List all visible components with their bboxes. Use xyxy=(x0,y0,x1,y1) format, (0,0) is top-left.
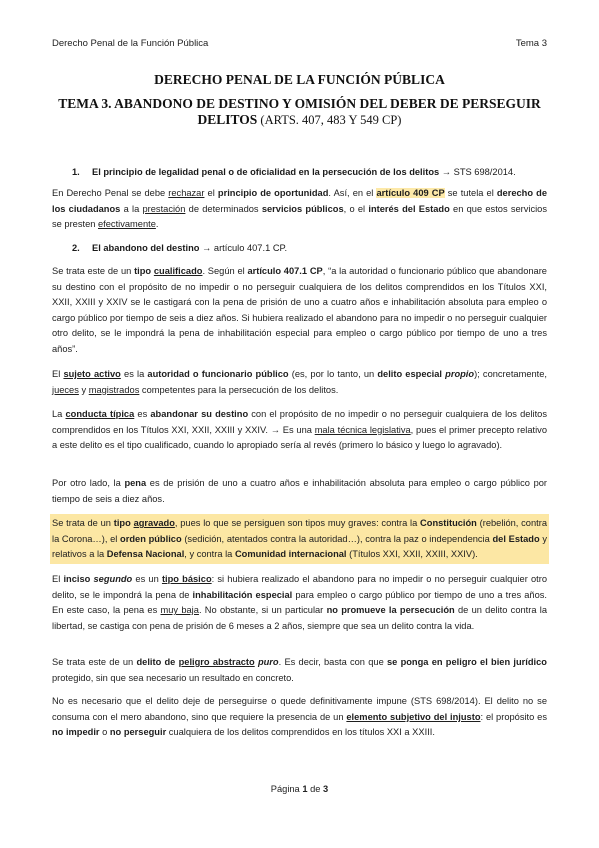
paragraph-9: No es necesario que el delito deje de perseguirse o quede definitivamente impune (STS 698/2014). El delito no se consuma con el mero abandono, sino que requiere la presencia de un elemento subjetivo del injusto: el propósito es no impedir o no perseguir cualquiera de los delitos comprendidos en los títulos XXI a XXIII. xyxy=(52,696,547,738)
header-chapter: Tema 3 xyxy=(515,38,547,49)
section-heading-2: 2. El abandono del destino → artículo 407.1 CP. xyxy=(72,243,288,253)
paragraph-5: Por otro lado, la pena es de prisión de uno a cuatro años e inhabilitación absoluta para empleo o cargo público por tiempo de seis a diez años. xyxy=(52,478,548,504)
paragraph-3: El sujeto activo es la autoridad o funcionario público (es, por lo tanto, un delito especial propio); concretamente, jueces y magistrados competentes para la persecución de los delitos. xyxy=(52,369,547,395)
page-header xyxy=(52,38,547,52)
paragraph-4: La conducta típica es abandonar su destino con el propósito de no impedir o no perseguir cualquiera de los delitos comprendidos en los Títulos XXI, XXII, XXIII y XXIV. → Es una mala técnica legislativa, pues el primer precepto relativo a este delito es el tipo cualificado, cuando lo apropiado sería al revés (primero lo básico y luego lo agravado). xyxy=(52,409,547,451)
paragraph-7: El inciso segundo es un tipo básico: si hubiera realizado el abandono para no impedir o no perseguir cualquier otro delito, se le impondrá la pena de inhabilitación especial para empleo o cargo público por tiempo de uno a tres años. En este caso, la pena es muy baja. No obstante, si un particular no promueve la persecución de un delito contra la libertad, se castiga con pena de prisión de 6 meses a 2 años, siempre que sea un delito contra la vida. xyxy=(52,574,548,631)
paragraph-6: Se trata de un tipo agravado, pues lo que se persiguen son tipos muy graves: contra la Constitución (rebelión, contra la Corona…), el orden público (sedición, atentados contra la autoridad…), contra la paz o independencia del Estado y relativos a la Defensa Nacional, y contra la Comunidad internacional (Títulos XXI, XXII, XXIII, XXIV). xyxy=(52,518,547,560)
document-title: DERECHO PENAL DE LA FUNCIÓN PÚBLICA xyxy=(154,72,445,87)
page-footer: Página 1 de 3 xyxy=(270,784,329,794)
chapter-title: TEMA 3. ABANDONO DE DESTINO Y OMISIÓN DEL DEBER DE PERSEGUIR DELITOS (ARTS. 407, 483 Y 549 CP) xyxy=(58,96,541,127)
paragraph-2: Se trata este de un tipo cualificado. Según el artículo 407.1 CP, “a la autoridad o funcionario público que abandonare su destino con el propósito de no impedir o no perseguir cualquiera de los delitos comprendidos en los Títulos XXI, XXII, XXIII y XXIV se le castigará con la pena de prisión de uno a cuatro años e inhabilitación absoluta para empleo o cargo público por tiempo de seis a diez años. Si hubiera realizado el abandono para no impedir o no perseguir cualquier otro delito, se le impondrá la pena de inhabilitación especial para empleo o cargo público por tiempo de uno a tres años”. xyxy=(52,266,547,354)
section-heading-1: 1. El principio de legalidad penal o de oficialidad en la persecución de los delitos → STS 698/2014. xyxy=(72,167,516,177)
paragraph-8: Se trata este de un delito de peligro abstracto puro. Es decir, basta con que se ponga en peligro el bien jurídico protegido, sin que sea necesario un resultado en concreto. xyxy=(52,657,547,683)
header-title: Derecho Penal de la Función Pública xyxy=(52,38,209,49)
paragraph-1: En Derecho Penal se debe rechazar el principio de oportunidad. Así, en el artículo 409 CP se tutela el derecho de los ciudadanos a la prestación de determinados servicios públicos, o el interés del Estado en que estos servicios se presten efectivamente. xyxy=(52,188,548,230)
